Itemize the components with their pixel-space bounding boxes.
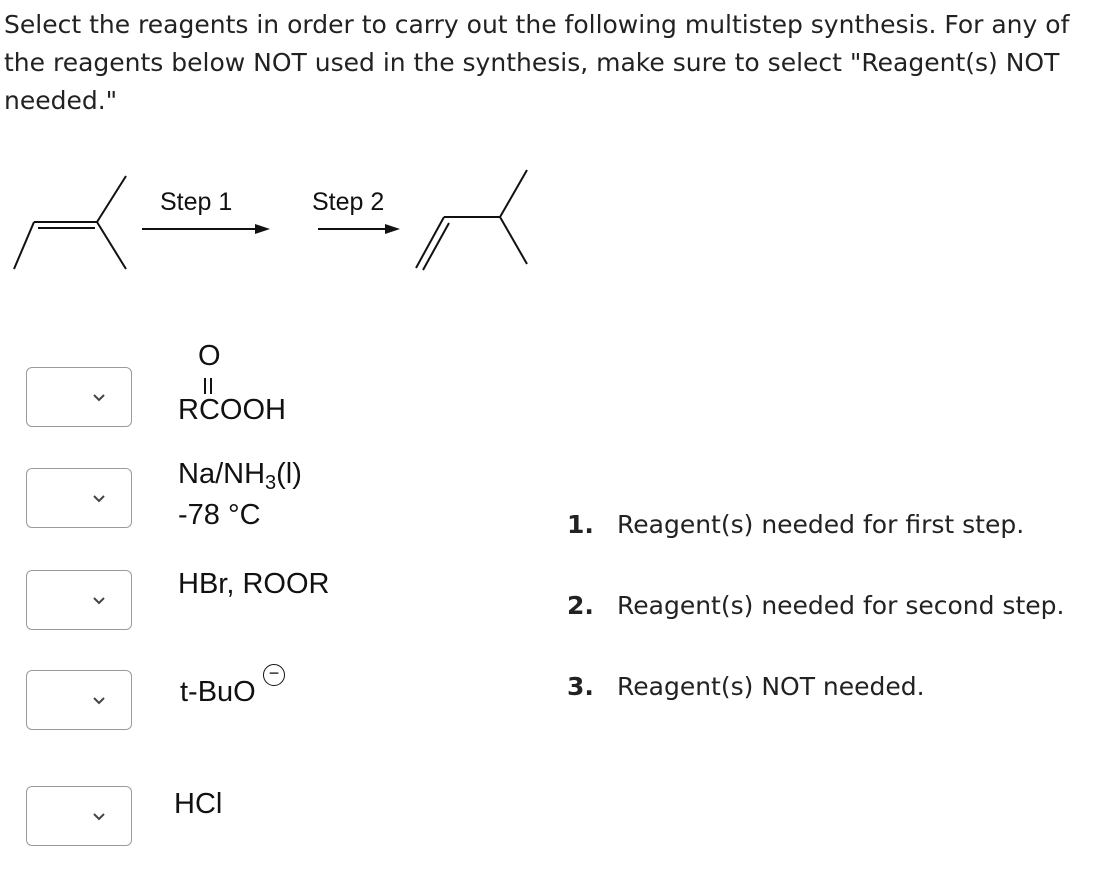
sm-bond-methyl-down xyxy=(97,222,126,269)
chevron-down-icon xyxy=(91,809,107,825)
reagent-rcooh xyxy=(178,340,318,432)
legend-item-2: 2. Reagent(s) needed for second step. xyxy=(567,591,1065,620)
product-bond-methyl-up xyxy=(500,170,527,217)
step2-label: Step 2 xyxy=(312,188,385,216)
product-structure xyxy=(416,170,527,270)
chevron-down-icon xyxy=(91,593,107,609)
na-nh3-temperature: -78 °C xyxy=(178,499,261,531)
reagent-select-rcooh[interactable] xyxy=(26,367,132,427)
sm-bond-methyl-up xyxy=(97,176,126,222)
reagent-tbuo xyxy=(180,663,280,709)
step1-label: Step 1 xyxy=(160,188,233,216)
reaction-scheme xyxy=(0,160,560,290)
chevron-down-icon xyxy=(91,693,107,709)
reagent-na-nh3 xyxy=(178,458,302,531)
negative-charge-icon: − xyxy=(263,664,285,686)
chevron-down-icon xyxy=(91,390,107,406)
rcooh-formula: RCOOH xyxy=(178,394,286,426)
reaction-scheme-svg xyxy=(0,160,560,290)
legend-item-1: 1. Reagent(s) needed for first step. xyxy=(567,510,1025,539)
legend-item-3: 3. Reagent(s) NOT needed. xyxy=(567,672,925,701)
step2-arrowhead xyxy=(385,224,400,234)
reagent-select-na-nh3[interactable] xyxy=(26,468,132,528)
tbuo-formula: t-BuO xyxy=(180,676,256,708)
carbonyl-double-bond-icon xyxy=(202,378,214,394)
instructions-text: Select the reagents in order to carry out the following multistep synthesis. For any of the reagents below NOT used in the synthesis, make sure to select "Reagent(s) NOT needed." xyxy=(4,10,1070,115)
na-nh3-line1: $Na/NH_3(l)$ xyxy=(178,458,302,494)
step1-arrowhead xyxy=(255,224,270,234)
reagent-select-tbuo[interactable] xyxy=(26,670,132,730)
product-bond-methyl-down xyxy=(500,217,527,264)
reagent-select-hcl[interactable] xyxy=(26,786,132,846)
reagent-hcl: HCl xyxy=(174,788,223,820)
reagent-hbr-roor: HBr, ROOR xyxy=(178,568,330,600)
sm-bond-1 xyxy=(14,222,34,269)
starting-material-structure xyxy=(14,176,126,269)
carbonyl-oxygen: O xyxy=(198,340,221,372)
product-double-bond-a xyxy=(416,217,444,268)
reagent-select-hbr-roor[interactable] xyxy=(26,570,132,630)
chevron-down-icon xyxy=(91,491,107,507)
